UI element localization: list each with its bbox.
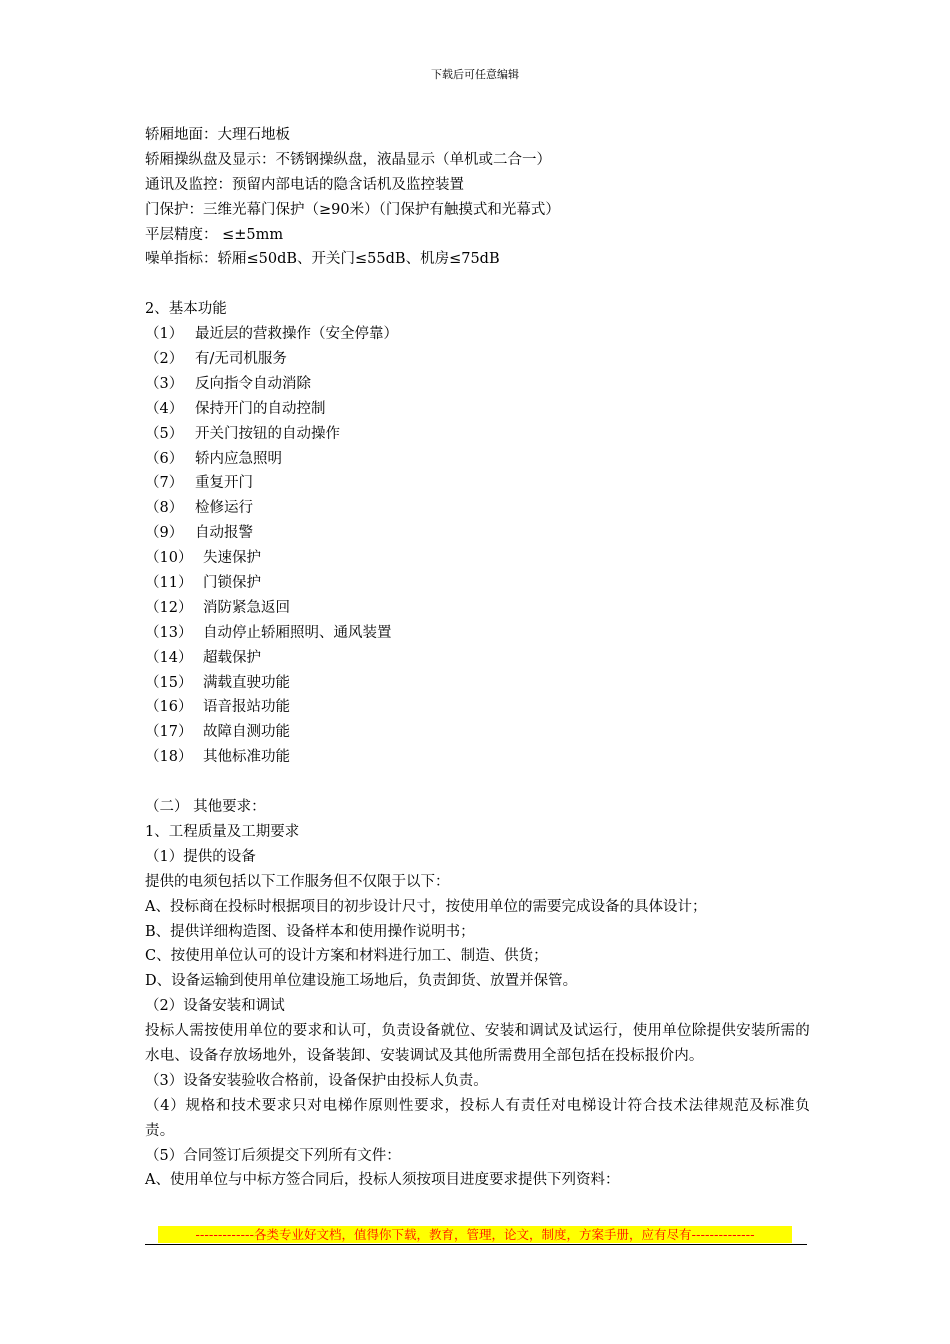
list-item — [145, 646, 810, 671]
functions-title: 2、基本功能 — [145, 301, 227, 318]
item-text: 超载保护 — [203, 649, 261, 666]
spec-control-panel: 轿厢操纵盘及显示：不锈钢操纵盘，液晶显示（单机或二合一） — [145, 151, 551, 168]
item-text: 反向指令自动消除 — [195, 375, 311, 392]
spec-communication: 通讯及监控：预留内部电话的隐含话机及监控装置 — [145, 176, 464, 193]
list-item — [145, 422, 810, 447]
list-item — [145, 745, 810, 770]
list-item — [145, 447, 810, 472]
spacer — [145, 770, 810, 795]
item-number: （12） — [145, 599, 193, 616]
paragraph-line: （3）设备安装验收合格前，设备保护由投标人负责。 — [145, 1072, 488, 1089]
list-item — [145, 621, 810, 646]
item-number: （6） — [145, 450, 184, 467]
list-item — [145, 322, 810, 347]
item-number: （10） — [145, 550, 193, 567]
item-text: 自动报警 — [195, 525, 253, 542]
list-item: B、提供详细构造图、设备样本和使用操作说明书； — [145, 923, 475, 940]
list-item: C、按使用单位认可的设计方案和材料进行加工、制造、供货； — [145, 948, 548, 965]
spec-noise: 噪单指标：轿厢≤50dB、开关门≤55dB、机房≤75dB — [145, 251, 500, 268]
paragraph: 投标人需按使用单位的要求和认可，负责设备就位、安装和调试及试运行，使用单位除提供安装所需的水电、设备存放场地外，设备装卸、安装调试及其他所需费用全部包括在投标报价内。 — [145, 1023, 810, 1064]
list-item — [145, 596, 810, 621]
item-text: 门锁保护 — [203, 575, 261, 592]
item-number: （1） — [145, 326, 184, 343]
item-number: （2） — [145, 351, 184, 368]
list-item — [145, 347, 810, 372]
spec-door-protection: 门保护：三维光幕门保护（≥90米）（门保护有触摸式和光幕式） — [145, 201, 560, 218]
item-text: 消防紧急返回 — [203, 599, 290, 616]
item-text: 满载直驶功能 — [203, 674, 290, 691]
item-text: 保持开门的自动控制 — [195, 400, 326, 417]
list-item — [145, 372, 810, 397]
other-requirements-title: （二） 其他要求： — [145, 799, 266, 816]
item-text: 失速保护 — [203, 550, 261, 567]
subsection-heading: （1）提供的设备 — [145, 848, 256, 865]
footer-banner: -------------各类专业好文档，值得你下载，教育，管理，论文，制度，方案手册，应有尽有-------------- — [158, 1226, 792, 1243]
item-text: 检修运行 — [195, 500, 253, 517]
list-item — [145, 471, 810, 496]
item-text: 有/无司机服务 — [195, 351, 287, 368]
item-number: （9） — [145, 525, 184, 542]
item-text: 最近层的营救操作（安全停靠） — [195, 326, 398, 343]
item-number: （4） — [145, 400, 184, 417]
spec-leveling-accuracy: 平层精度： ≤±5mm — [145, 226, 284, 243]
item-number: （13） — [145, 624, 193, 641]
item-number: （3） — [145, 375, 184, 392]
item-number: （16） — [145, 699, 193, 716]
section-heading: 1、工程质量及工期要求 — [145, 823, 300, 840]
footer-divider — [145, 1244, 807, 1245]
list-item — [145, 546, 810, 571]
list-item: A、投标商在投标时根据项目的初步设计尺寸，按使用单位的需要完成设备的具体设计； — [145, 898, 707, 915]
item-number: （5） — [145, 425, 184, 442]
list-item: D、设备运输到使用单位建设施工场地后，负责卸货、放置并保管。 — [145, 973, 578, 990]
item-text: 开关门按钮的自动操作 — [195, 425, 340, 442]
page-header: 下载后可任意编辑 — [431, 68, 519, 81]
document-body — [145, 123, 810, 1193]
item-text: 轿内应急照明 — [195, 450, 282, 467]
item-text: 其他标准功能 — [203, 749, 290, 766]
list-item — [145, 571, 810, 596]
spacer — [145, 272, 810, 297]
paragraph-line: （5）合同签订后须提交下列所有文件： — [145, 1147, 401, 1164]
list-item — [145, 496, 810, 521]
spec-floor: 轿厢地面：大理石地板 — [145, 127, 290, 143]
list-item — [145, 521, 810, 546]
list-item — [145, 695, 810, 720]
list-item — [145, 720, 810, 745]
item-text: 故障自测功能 — [203, 724, 290, 741]
paragraph-line: A、使用单位与中标方签合同后，投标人须按项目进度要求提供下列资料： — [145, 1172, 620, 1189]
item-number: （11） — [145, 575, 193, 592]
paragraph-line: 提供的电须包括以下工作服务但不仅限于以下： — [145, 873, 450, 890]
subsection-heading: （2）设备安装和调试 — [145, 998, 285, 1015]
item-text: 语音报站功能 — [203, 699, 290, 716]
item-number: （18） — [145, 749, 193, 766]
item-number: （7） — [145, 475, 184, 492]
functions-list — [145, 322, 810, 770]
item-text: 自动停止轿厢照明、通风装置 — [203, 624, 392, 641]
item-number: （8） — [145, 500, 184, 517]
list-item — [145, 397, 810, 422]
list-item — [145, 671, 810, 696]
item-number: （14） — [145, 649, 193, 666]
spec-list — [145, 123, 810, 272]
item-text: 重复开门 — [195, 475, 253, 492]
paragraph: （4）规格和技术要求只对电梯作原则性要求，投标人有责任对电梯设计符合技术法律规范及标准负责。 — [145, 1097, 810, 1139]
item-number: （17） — [145, 724, 193, 741]
item-number: （15） — [145, 674, 193, 691]
